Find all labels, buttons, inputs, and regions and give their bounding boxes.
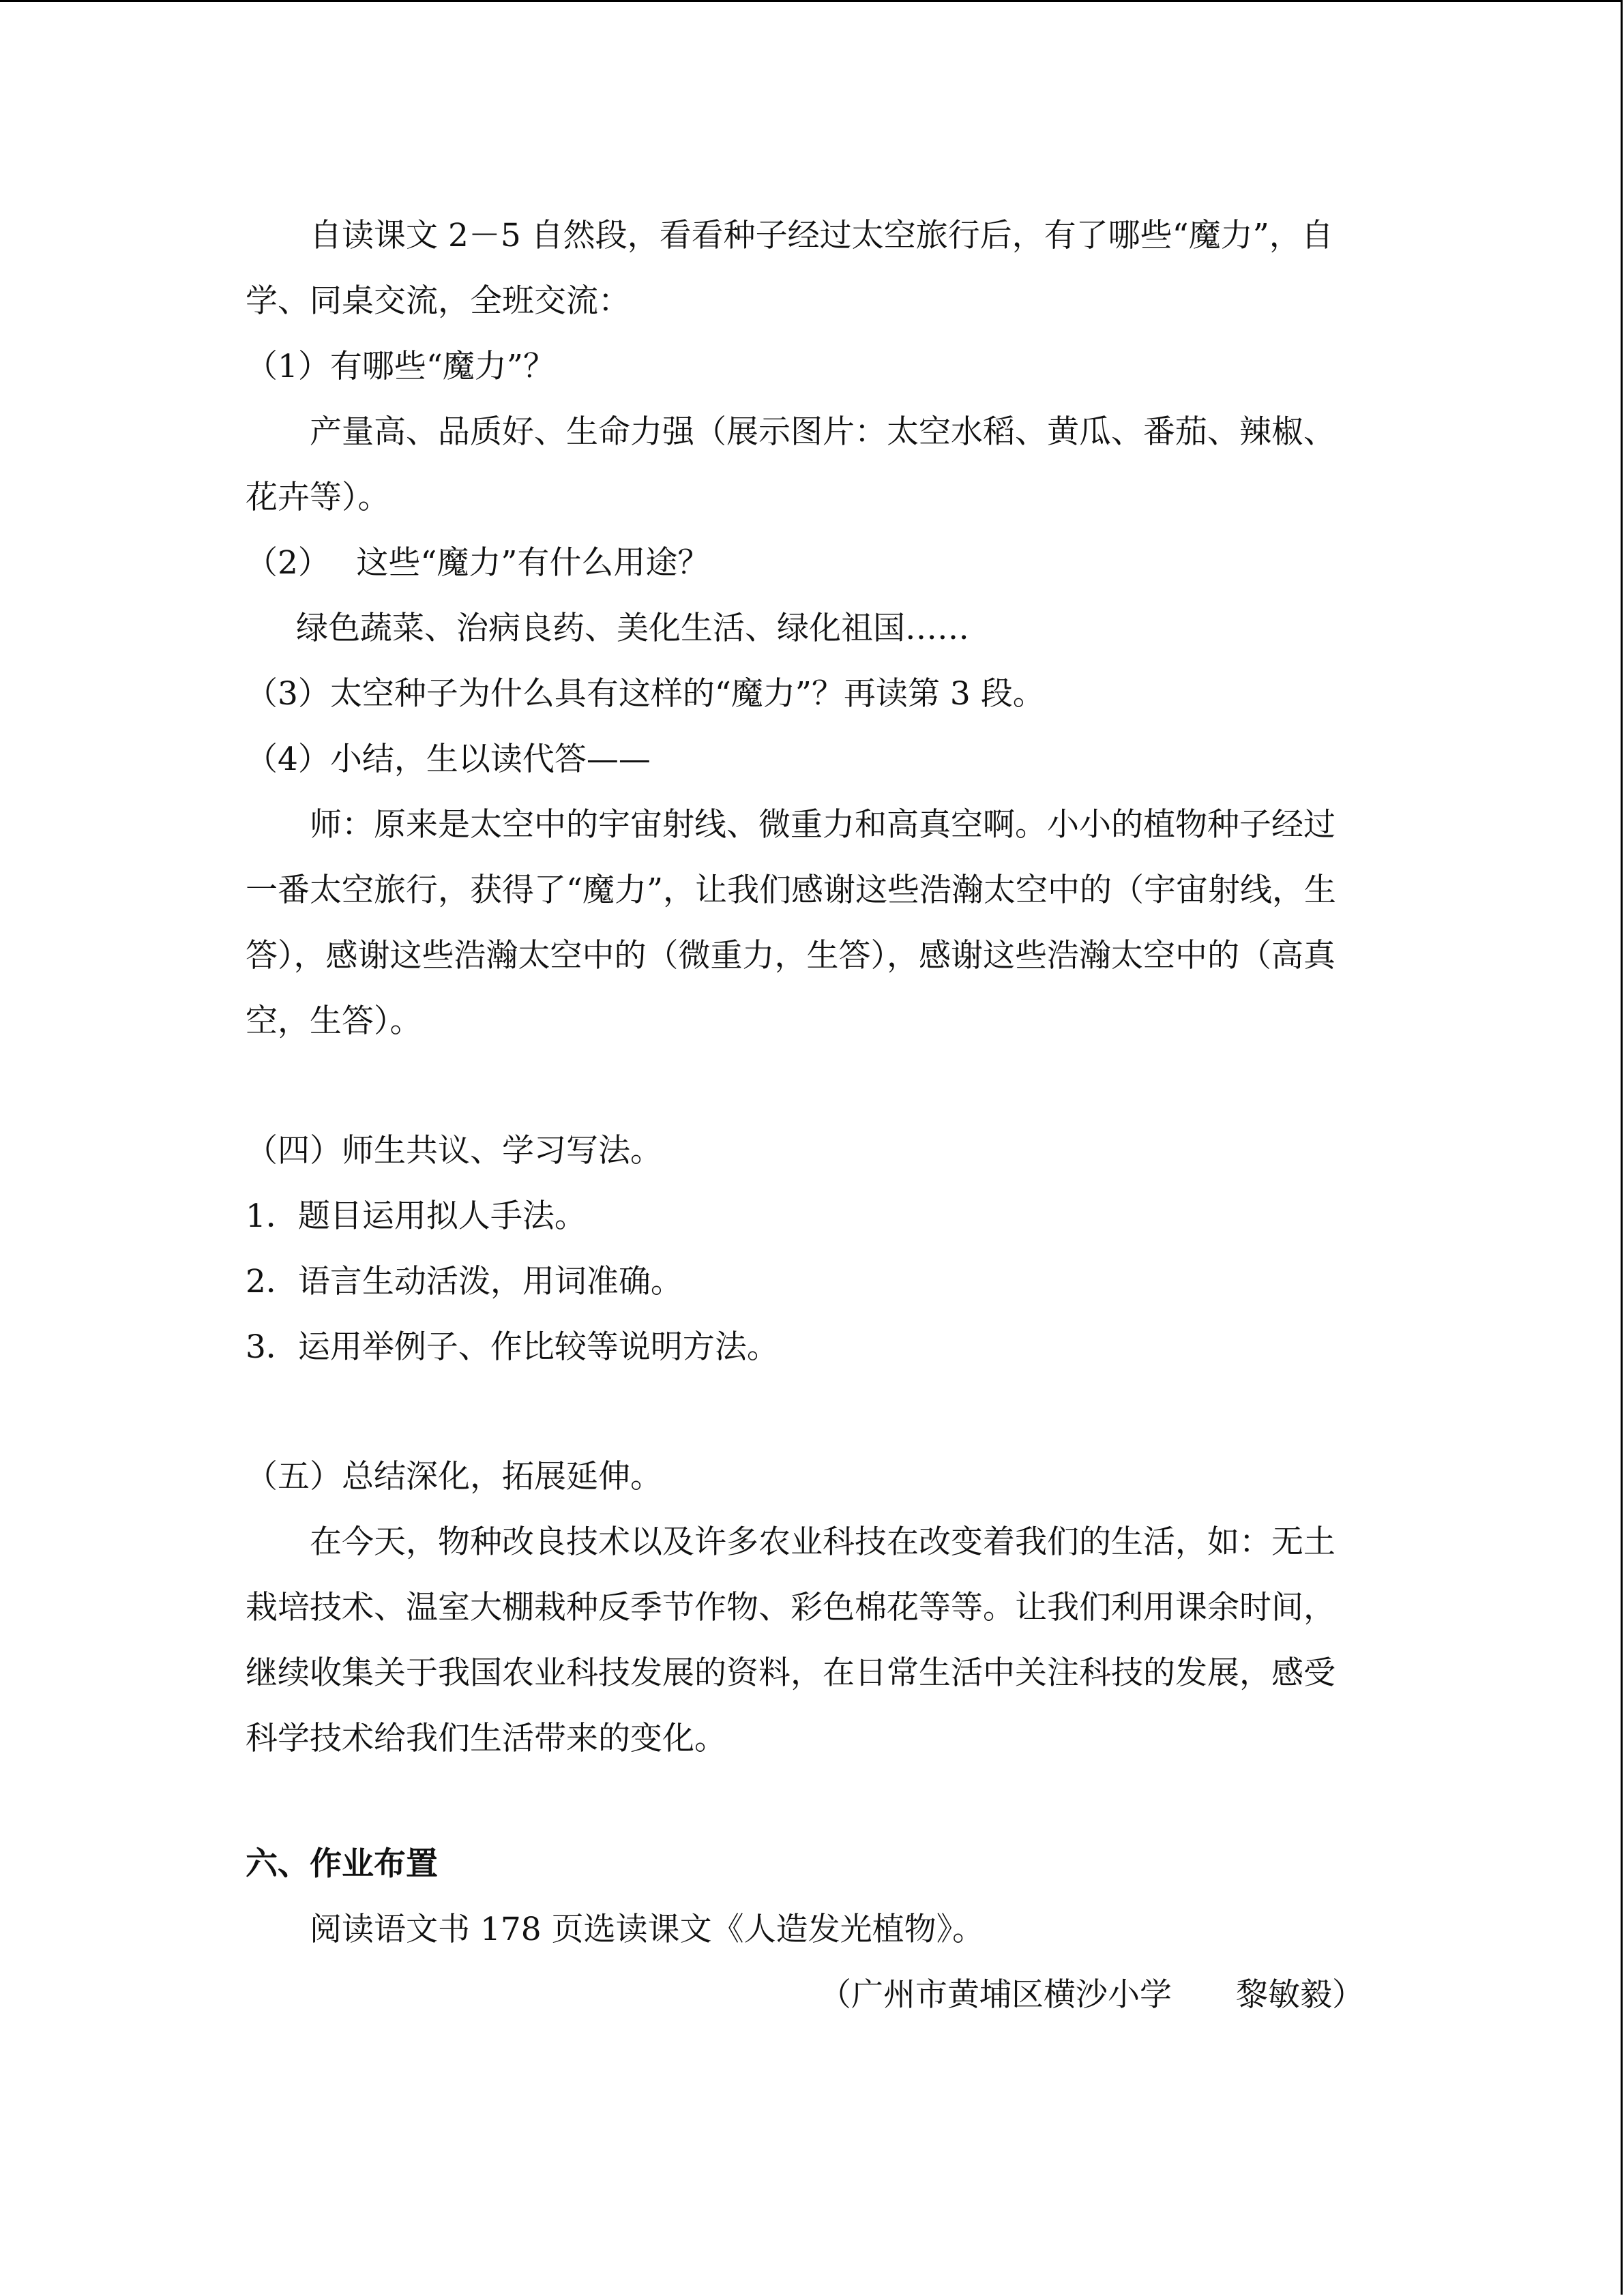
section-5-title: （五）总结深化，拓展延伸。 xyxy=(246,1458,662,1495)
paragraph-line: 学、同桌交流，全班交流： xyxy=(246,282,630,320)
list-item: 1．题目运用拟人手法。 xyxy=(246,1197,587,1235)
paragraph-line: 栽培技术、温室大棚栽种反季节作物、彩色棉花等等。让我们利用课余时间， xyxy=(246,1589,1335,1626)
list-item: 2．语言生动活泼，用词准确。 xyxy=(246,1263,683,1300)
paragraph-line: 科学技术给我们生活带来的变化。 xyxy=(246,1720,726,1757)
answer-line: 花卉等）。 xyxy=(246,479,390,516)
question-4: （4）小结，生以读代答—— xyxy=(246,741,651,778)
paragraph-line: 自读课文 2－5 自然段，看看种子经过太空旅行后，有了哪些“魔力”，自 xyxy=(310,217,1333,254)
author-signature: （广州市黄埔区横沙小学 黎敏毅） xyxy=(819,1976,1364,2014)
teacher-line: 答），感谢这些浩瀚太空中的（微重力，生答），感谢这些浩瀚太空中的（高真 xyxy=(246,937,1335,974)
question-1: （1）有哪些“魔力”？ xyxy=(246,348,555,385)
question-3: （3）太空种子为什么具有这样的“魔力”？再读第 3 段。 xyxy=(246,675,1045,713)
spacer xyxy=(246,1772,1378,1832)
spacer xyxy=(246,1380,1378,1444)
paragraph-line: 继续收集关于我国农业科技发展的资料，在日常生活中关注科技的发展，感受 xyxy=(246,1654,1335,1692)
teacher-line: 师：原来是太空中的宇宙射线、微重力和高真空啊。小小的植物种子经过 xyxy=(310,806,1335,844)
document-body xyxy=(246,203,1378,2028)
section-6-title: 六、作业布置 xyxy=(246,1845,438,1883)
paragraph-line: 在今天，物种改良技术以及许多农业科技在改变着我们的生活，如：无土 xyxy=(310,1523,1335,1561)
answer-line: 产量高、品质好、生命力强（展示图片：太空水稻、黄瓜、番茄、辣椒、 xyxy=(310,413,1335,451)
teacher-line: 一番太空旅行，获得了“魔力”，让我们感谢这些浩瀚太空中的（宇宙射线，生 xyxy=(246,871,1337,909)
teacher-line: 空，生答）。 xyxy=(246,1002,422,1040)
homework-line: 阅读语文书 178 页选读课文《人造发光植物》。 xyxy=(310,1911,985,1948)
answer-line: 绿色蔬菜、治病良药、美化生活、绿化祖国…… xyxy=(296,610,969,647)
spacer xyxy=(246,1054,1378,1118)
question-2: （2） 这些“魔力”有什么用途？ xyxy=(246,544,710,582)
list-item: 3．运用举例子、作比较等说明方法。 xyxy=(246,1328,779,1366)
section-4-title: （四）师生共议、学习写法。 xyxy=(246,1132,662,1169)
